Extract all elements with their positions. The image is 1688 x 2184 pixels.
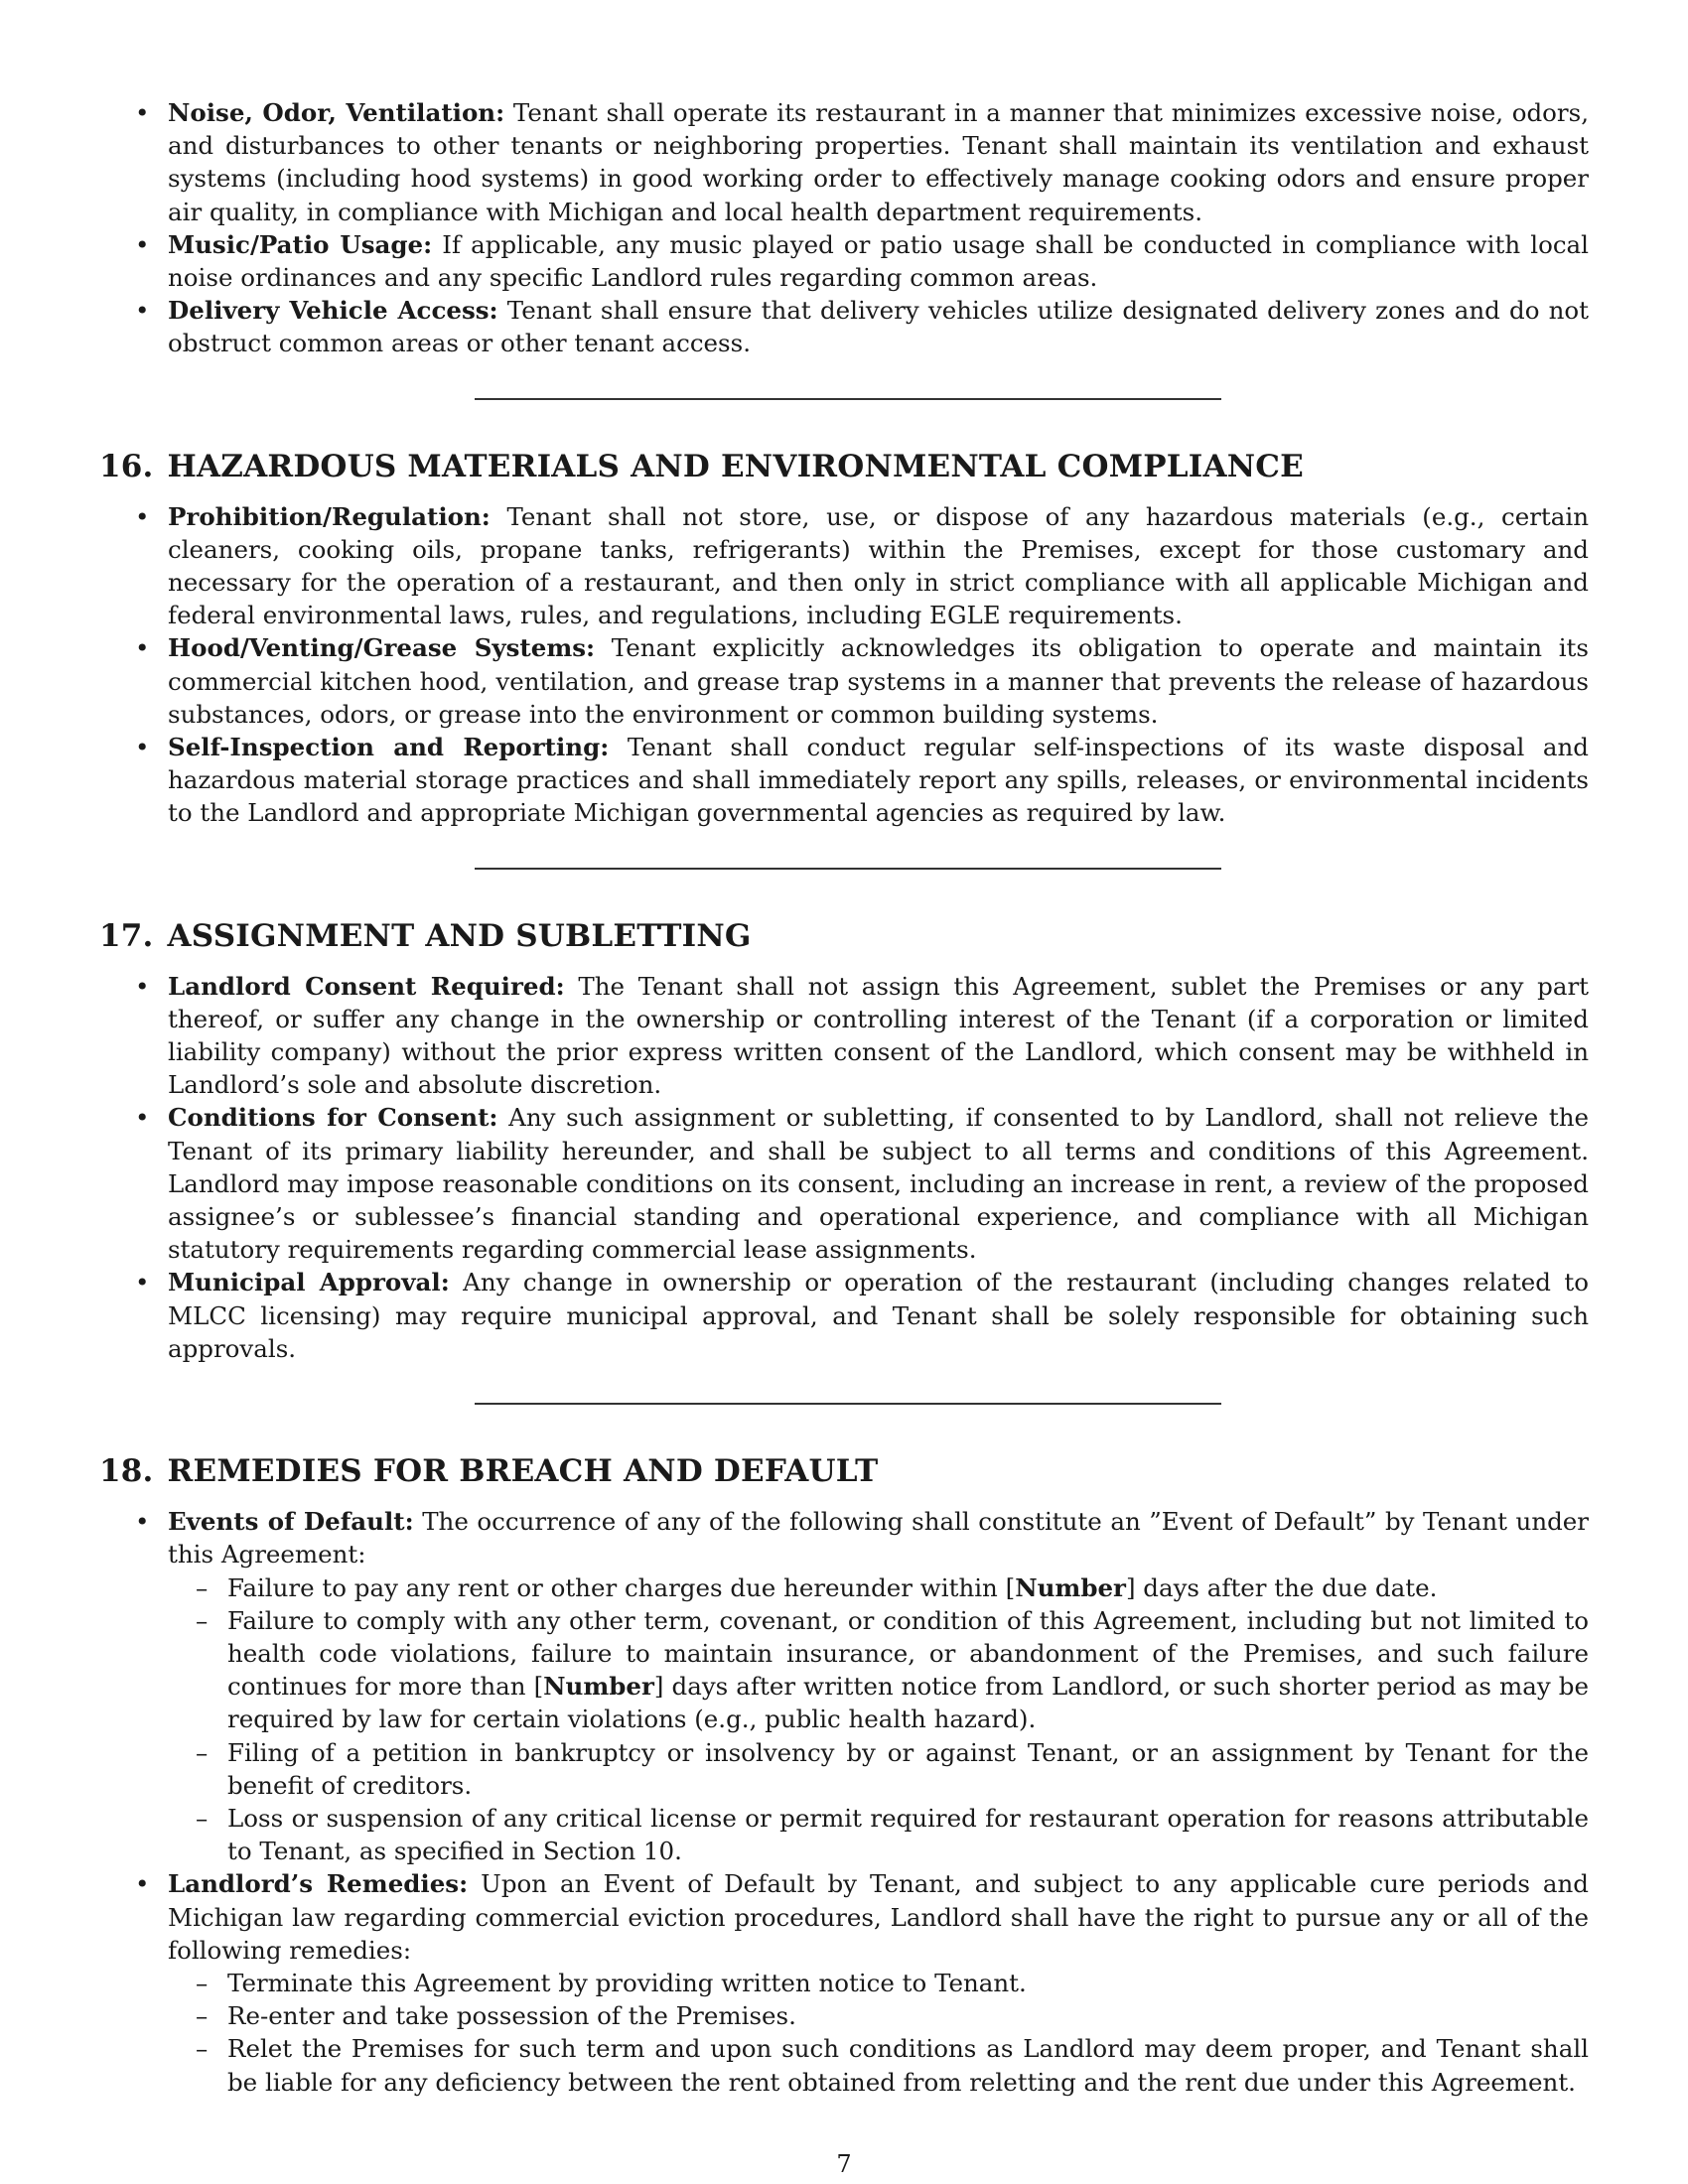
section-divider xyxy=(475,398,1221,400)
section-title: HAZARDOUS MATERIALS AND ENVIRONMENTAL COMPLIANCE xyxy=(167,448,1304,484)
section-number: 16. xyxy=(99,448,154,484)
section-divider xyxy=(475,1403,1221,1405)
section-number: 17. xyxy=(99,917,154,954)
placeholder-field: Number xyxy=(543,1672,654,1702)
bullet-text: Tenant explicitly acknowledges its obligation to operate and maintain its commercial kitchen hood, ventilation, and grease trap systems in a manner that prevents the release of hazardous substances, odors, or grease into the environment or common building systems. xyxy=(168,633,1589,729)
section-heading-17 xyxy=(99,916,1589,956)
bullet-label: Conditions for Consent: xyxy=(168,1103,498,1133)
list-item xyxy=(99,228,1589,294)
section-heading-18 xyxy=(99,1451,1589,1491)
bullet-label: Prohibition/Regulation: xyxy=(168,501,491,531)
sub-list-item: – Failure to pay any rent or other charges due hereunder within [Number] days after the due date. xyxy=(168,1571,1589,1604)
list-item xyxy=(99,96,1589,228)
list-item xyxy=(99,1867,1589,2098)
bullet-text: Tenant shall conduct regular self-inspections of its waste disposal and hazardous material storage practices and shall immediately report any spills, releases, or environmental incidents to the Landlord and appropriate Michigan governmental agencies as required by law. xyxy=(168,733,1589,828)
events-sublist xyxy=(168,1571,1589,1868)
sub-list-item: – Re-enter and take possession of the Premises. xyxy=(168,1999,1589,2032)
bullet-text: Upon an Event of Default by Tenant, and subject to any applicable cure periods and Michigan law regarding commercial eviction procedures, Landlord shall have the right to pursue any or all of the following remedies: xyxy=(168,1869,1589,1965)
bullet-label: Music/Patio Usage: xyxy=(168,229,433,259)
section-18-list xyxy=(99,1505,1589,2099)
bullet-text: Tenant shall operate its restaurant in a manner that minimizes excessive noise, odors, and disturbances to other tenants or neighboring properties. Tenant shall maintain its ventilation and exhaust systems (including hood systems) in good working order to effectively manage cooking odors and ensure proper air quality, in compliance with Michigan and local health department requirements. xyxy=(168,98,1589,226)
list-item xyxy=(99,1266,1589,1365)
bullet-label: Municipal Approval: xyxy=(168,1268,450,1297)
list-item xyxy=(99,970,1589,1102)
section-title: ASSIGNMENT AND SUBLETTING xyxy=(167,917,752,954)
placeholder-field: Number xyxy=(1015,1572,1126,1602)
bullet-label: Events of Default: xyxy=(168,1507,414,1537)
bullet-text: If applicable, any music played or patio usage shall be conducted in compliance with local noise ordinances and any specific Landlord rules regarding common areas. xyxy=(168,229,1589,293)
bullet-text: The Tenant shall not assign this Agreement, sublet the Premises or any part thereof, or suffer any change in the ownership or controlling interest of the Tenant (if a corporation or limited liability company) without the prior express written consent of the Landlord, which consent may be withheld in Landlord’s sole and absolute discretion. xyxy=(168,971,1590,1100)
sub-list-item: – Loss or suspension of any critical license or permit required for restaurant operation for reasons attributable to Tenant, as specified in Section 10. xyxy=(168,1802,1589,1867)
section-number: 18. xyxy=(99,1453,154,1490)
bullet-label: Landlord’s Remedies: xyxy=(168,1869,469,1899)
bullet-label: Delivery Vehicle Access: xyxy=(168,296,498,326)
section-title: REMEDIES FOR BREACH AND DEFAULT xyxy=(167,1453,879,1490)
continued-bullet-list xyxy=(99,96,1589,360)
list-item xyxy=(99,731,1589,830)
section-17-list xyxy=(99,970,1589,1365)
bullet-text: Tenant shall not store, use, or dispose of any hazardous materials (e.g., certain cleaners, cooking oils, propane tanks, refrigerants) within the Premises, except for those customary and necessary for the operation of a restaurant, and then only in strict compliance with all applicable Michigan and federal environmental laws, rules, and regulations, including EGLE requirements. xyxy=(168,501,1589,630)
bullet-text: Any change in ownership or operation of the restaurant (including changes related to MLCC licensing) may require municipal approval, and Tenant shall be solely responsible for obtaining such approvals. xyxy=(168,1268,1589,1363)
bullet-text: Tenant shall ensure that delivery vehicles utilize designated delivery zones and do not obstruct common areas or other tenant access. xyxy=(168,296,1589,358)
list-item xyxy=(99,294,1589,359)
bullet-label: Noise, Odor, Ventilation: xyxy=(168,98,505,127)
bullet-label: Self-Inspection and Reporting: xyxy=(168,733,610,762)
sub-list-item: – Filing of a petition in bankruptcy or insolvency by or against Tenant, or an assignment by Tenant for the benefit of creditors. xyxy=(168,1736,1589,1802)
list-item xyxy=(99,1505,1589,1867)
page-number: 7 xyxy=(836,2150,852,2178)
sub-list-item: – Terminate this Agreement by providing written notice to Tenant. xyxy=(168,1967,1589,1999)
bullet-text: Any such assignment or subletting, if consented to by Landlord, shall not relieve the Tenant of its primary liability hereunder, and shall be subject to all terms and conditions of this Agreement. Landlord may impose reasonable conditions on its consent, including an increase in rent, a review of the proposed assignee’s or sublessee’s financial standing and operational experience, and compliance with all Michigan statutory requirements regarding commercial lease assignments. xyxy=(168,1103,1589,1265)
list-item xyxy=(99,500,1589,632)
section-16-list xyxy=(99,500,1589,830)
bullet-label: Landlord Consent Required: xyxy=(168,971,565,1001)
list-item xyxy=(99,1101,1589,1266)
document-page xyxy=(99,96,1589,2099)
bullet-label: Hood/Venting/Grease Systems: xyxy=(168,633,596,663)
bullet-text: The occurrence of any of the following shall constitute an ”Event of Default” by Tenant under this Agreement: xyxy=(168,1507,1589,1570)
list-item xyxy=(99,631,1589,731)
sub-list-item: – Failure to comply with any other term, covenant, or condition of this Agreement, including but not limited to health code violations, failure to maintain insurance, or abandonment of the Premises, and such failure continues for more than [Number] days after written notice from Landlord, or such shorter period as may be required by law for certain violations (e.g., public health hazard). xyxy=(168,1604,1589,1736)
section-divider xyxy=(475,868,1221,870)
remedies-sublist xyxy=(168,1967,1589,2099)
section-heading-16 xyxy=(99,447,1589,486)
sub-list-item: – Relet the Premises for such term and upon such conditions as Landlord may deem proper, and Tenant shall be liable for any deficiency between the rent obtained from reletting and the rent due under this Agreement. xyxy=(168,2032,1589,2098)
